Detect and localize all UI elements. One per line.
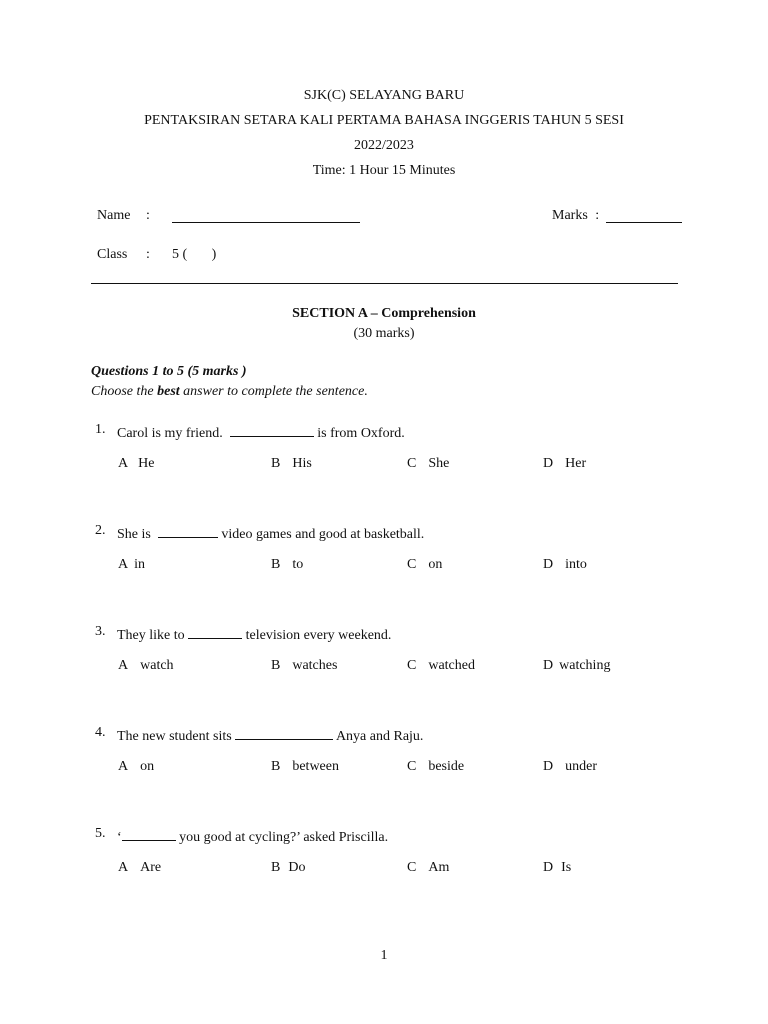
option-b[interactable] [271, 860, 305, 876]
answer-blank[interactable] [235, 725, 333, 740]
option-text: between [292, 759, 339, 774]
option-letter: D [543, 759, 554, 774]
exam-time: Time: 1 Hour 15 Minutes [312, 163, 456, 178]
option-text: watched [428, 658, 475, 673]
name-colon: : [146, 208, 150, 223]
option-text: His [292, 456, 312, 471]
question-number: 1. [95, 422, 106, 437]
marks-colon: : [595, 208, 600, 223]
option-a[interactable] [118, 759, 154, 775]
option-c[interactable] [407, 658, 475, 674]
class-value: 5 ( ) [172, 247, 217, 262]
option-letter: C [407, 456, 417, 471]
option-text: She [428, 456, 450, 471]
option-b[interactable] [271, 456, 312, 472]
option-text: in [134, 557, 146, 572]
school-name: SJK(C) SELAYANG BARU [303, 88, 465, 103]
question-4-text [117, 725, 423, 745]
page-number: 1 [380, 948, 388, 963]
question-number: 3. [95, 624, 106, 639]
header-divider [91, 283, 678, 284]
question-number: 4. [95, 725, 106, 740]
option-letter: B [271, 759, 281, 774]
option-letter: B [271, 557, 281, 572]
option-letter: B [271, 456, 281, 471]
option-text: into [565, 557, 587, 572]
question-3-text [117, 624, 391, 644]
name-field[interactable] [172, 208, 360, 228]
option-letter: B [271, 860, 281, 875]
option-text: Her [565, 456, 587, 471]
option-letter: A [118, 759, 129, 774]
option-letter: B [271, 658, 281, 673]
option-text: beside [428, 759, 465, 774]
option-text: He [138, 456, 155, 471]
question-1-text [117, 422, 405, 442]
answer-blank[interactable] [158, 523, 218, 538]
instruction-emphasis: best [157, 384, 180, 399]
option-letter: A [118, 860, 129, 875]
option-text: on [140, 759, 155, 774]
section-marks: (30 marks) [353, 326, 415, 341]
option-letter: A [118, 658, 129, 673]
option-text: Am [428, 860, 450, 875]
question-text-before: Carol is my friend. [117, 426, 230, 441]
question-text-after: is from Oxford. [313, 426, 405, 441]
option-text: watching [559, 658, 611, 673]
option-d[interactable] [543, 456, 586, 472]
option-text: Do [288, 860, 306, 875]
name-label: Name [97, 208, 131, 223]
question-number: 5. [95, 826, 106, 841]
marks-label: Marks [552, 208, 588, 223]
option-letter: A [118, 456, 129, 471]
option-b[interactable] [271, 658, 337, 674]
option-letter: C [407, 860, 417, 875]
exam-title: PENTAKSIRAN SETARA KALI PERTAMA BAHASA INGGERIS TAHUN 5 SESI [144, 113, 624, 128]
option-d[interactable] [543, 860, 571, 876]
question-text-before: She is [117, 527, 158, 542]
question-5-text [117, 826, 388, 846]
question-text-after: video games and good at basketball. [217, 527, 425, 542]
marks-field[interactable] [606, 208, 682, 228]
option-b[interactable] [271, 759, 339, 775]
option-d[interactable] [543, 759, 597, 775]
instruction-line [91, 384, 368, 400]
question-text-before: The new student sits [117, 729, 236, 744]
class-colon: : [146, 247, 150, 262]
option-letter: D [543, 456, 554, 471]
question-text-after: television every weekend. [242, 628, 392, 643]
question-2-text [117, 523, 424, 543]
answer-blank[interactable] [230, 422, 314, 437]
class-label: Class [97, 247, 128, 262]
option-c[interactable] [407, 759, 464, 775]
option-text: watches [292, 658, 338, 673]
section-title: SECTION A – Comprehension [292, 306, 476, 321]
option-letter: A [118, 557, 129, 572]
question-text-after: Anya and Raju. [333, 729, 424, 744]
option-letter: C [407, 759, 417, 774]
option-text: on [428, 557, 443, 572]
option-text: to [292, 557, 304, 572]
option-c[interactable] [407, 557, 442, 573]
option-a[interactable] [118, 658, 174, 674]
option-c[interactable] [407, 456, 449, 472]
option-text: Are [140, 860, 162, 875]
marks-label-group [552, 208, 599, 224]
instruction-pre: Choose the [91, 384, 158, 399]
option-a[interactable] [118, 557, 145, 573]
option-letter: D [543, 658, 554, 673]
option-d[interactable] [543, 658, 610, 674]
option-text: watch [140, 658, 174, 673]
option-a[interactable] [118, 456, 154, 472]
option-c[interactable] [407, 860, 449, 876]
answer-blank[interactable] [188, 624, 242, 639]
option-b[interactable] [271, 557, 303, 573]
option-a[interactable] [118, 860, 161, 876]
option-letter: D [543, 557, 554, 572]
question-number: 2. [95, 523, 106, 538]
question-text-after: you good at cycling?’ asked Priscilla. [175, 830, 389, 845]
option-letter: C [407, 557, 417, 572]
question-text-before: They like to [117, 628, 189, 643]
option-letter: D [543, 860, 554, 875]
option-text: under [565, 759, 598, 774]
question-text-before: ‘ [117, 830, 122, 845]
answer-blank[interactable] [122, 826, 176, 841]
instruction-post: answer to complete the sentence. [179, 384, 368, 399]
option-letter: C [407, 658, 417, 673]
option-text: Is [561, 860, 572, 875]
exam-session: 2022/2023 [354, 138, 414, 153]
option-d[interactable] [543, 557, 587, 573]
questions-heading: Questions 1 to 5 (5 marks ) [91, 364, 247, 379]
